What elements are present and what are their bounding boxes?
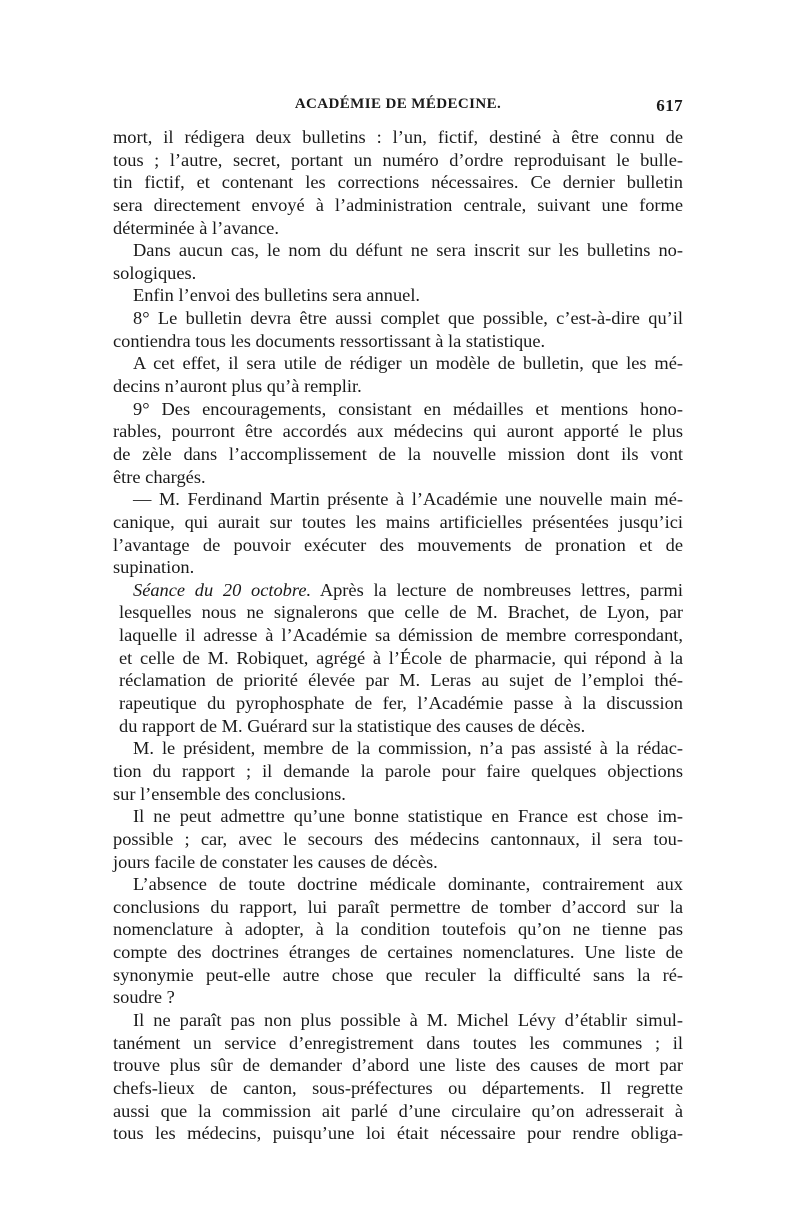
- text-line: sologiques.: [113, 262, 197, 283]
- text-line: conclusions du rapport, lui paraît permettre de tomber d’accord sur la: [113, 896, 683, 917]
- text-line: [113, 579, 683, 602]
- text-line: tous ; l’autre, secret, portant un numéro d’ordre reproduisant le bulle-: [113, 149, 683, 170]
- text-line: decins n’auront plus qu’à remplir.: [113, 376, 362, 397]
- text-line: de zèle dans l’accomplissement de la nouvelle mission dont ils vont: [113, 443, 683, 464]
- text-line: synonymie peut-elle autre chose que reculer la difficulté sans la ré-: [113, 964, 683, 985]
- text-line: Il ne peut admettre qu’une bonne statistique en France est chose im-: [133, 806, 683, 827]
- text-line: Il ne paraît pas non plus possible à M. Michel Lévy d’établir simul-: [133, 1009, 683, 1030]
- line-text: Après la lecture de nombreuses lettres, parmi: [319, 579, 683, 600]
- text-line: lesquelles nous ne signalerons que celle de M. Brachet, de Lyon, par: [119, 602, 683, 623]
- text-line: rapeutique du pyrophosphate de fer, l’Académie passe à la discussion: [119, 693, 683, 714]
- text-line: tanément un service d’enregistrement dans toutes les communes ; il: [113, 1032, 683, 1053]
- text-line: possible ; car, avec le secours des médecins cantonnaux, il sera tou-: [113, 828, 683, 849]
- session-date-heading: Séance du 20 octobre.: [133, 579, 312, 600]
- text-line: nomenclature à adopter, à la condition toutefois qu’on ne tienne pas: [113, 919, 683, 940]
- running-title: ACADÉMIE DE MÉDECINE.: [294, 96, 502, 112]
- page-number: 617: [656, 96, 683, 115]
- text-line: Dans aucun cas, le nom du défunt ne sera inscrit sur les bulletins no-: [133, 240, 683, 261]
- text-line: mort, il rédigera deux bulletins : l’un, fictif, destiné à être connu de: [113, 127, 683, 147]
- text-line: déterminée à l’avance.: [113, 217, 279, 238]
- text-line: l’avantage de pouvoir exécuter des mouvements de pronation et de: [113, 534, 683, 555]
- text-line: chefs-lieux de canton, sous-préfectures ou départements. Il regrette: [113, 1077, 683, 1098]
- text-line: aussi que la commission ait parlé d’une circulaire qu’on adresserait à: [113, 1100, 683, 1121]
- text-line: et celle de M. Robiquet, agrégé à l’École de pharmacie, qui répond à la: [119, 647, 683, 668]
- text-line: trouve plus sûr de demander d’abord une liste des causes de mort par: [113, 1055, 683, 1076]
- text-line: tin fictif, et contenant les corrections nécessaires. Ce dernier bulletin: [113, 172, 683, 193]
- text-line: soudre ?: [113, 987, 175, 1008]
- text-line: sera directement envoyé à l’administration centrale, suivant une forme: [113, 194, 683, 215]
- text-line: contiendra tous les documents ressortissant à la statistique.: [113, 330, 546, 351]
- text-line: Enfin l’envoi des bulletins sera annuel.: [133, 285, 421, 306]
- running-header: [113, 96, 683, 126]
- text-line: être chargés.: [113, 466, 206, 487]
- text-line: tion du rapport ; il demande la parole pour faire quelques objections: [113, 760, 683, 781]
- text-line: du rapport de M. Guérard sur la statistique des causes de décès.: [119, 715, 586, 736]
- text-line: A cet effet, il sera utile de rédiger un modèle de bulletin, que les mé-: [133, 353, 683, 374]
- text-line: sur l’ensemble des conclusions.: [113, 783, 346, 804]
- text-line: compte des doctrines étranges de certaines nomenclatures. Une liste de: [113, 942, 683, 963]
- text-line: canique, qui aurait sur toutes les mains artificielles présentées jusqu’ici: [113, 511, 683, 532]
- text-line: tous les médecins, puisqu’une loi était nécessaire pour rendre obliga-: [113, 1123, 683, 1144]
- text-line: jours facile de constater les causes de décès.: [113, 851, 438, 872]
- text-line: 9° Des encouragements, consistant en médailles et mentions hono-: [133, 398, 683, 419]
- text-line: — M. Ferdinand Martin présente à l’Académie une nouvelle main mé-: [133, 489, 683, 510]
- book-page: [113, 96, 683, 1145]
- text-line: L’absence de toute doctrine médicale dominante, contrairement aux: [133, 874, 683, 895]
- body-text: [113, 126, 683, 1145]
- text-line: 8° Le bulletin devra être aussi complet que possible, c’est-à-dire qu’il: [133, 308, 683, 329]
- text-line: rables, pourront être accordés aux médecins qui auront apporté le plus: [113, 421, 683, 442]
- text-line: M. le président, membre de la commission, n’a pas assisté à la rédac-: [133, 738, 683, 759]
- text-line: supination.: [113, 557, 195, 578]
- text-line: laquelle il adresse à l’Académie sa démission de membre correspondant,: [119, 625, 683, 646]
- text-line: réclamation de priorité élevée par M. Leras au sujet de l’emploi thé-: [119, 670, 683, 691]
